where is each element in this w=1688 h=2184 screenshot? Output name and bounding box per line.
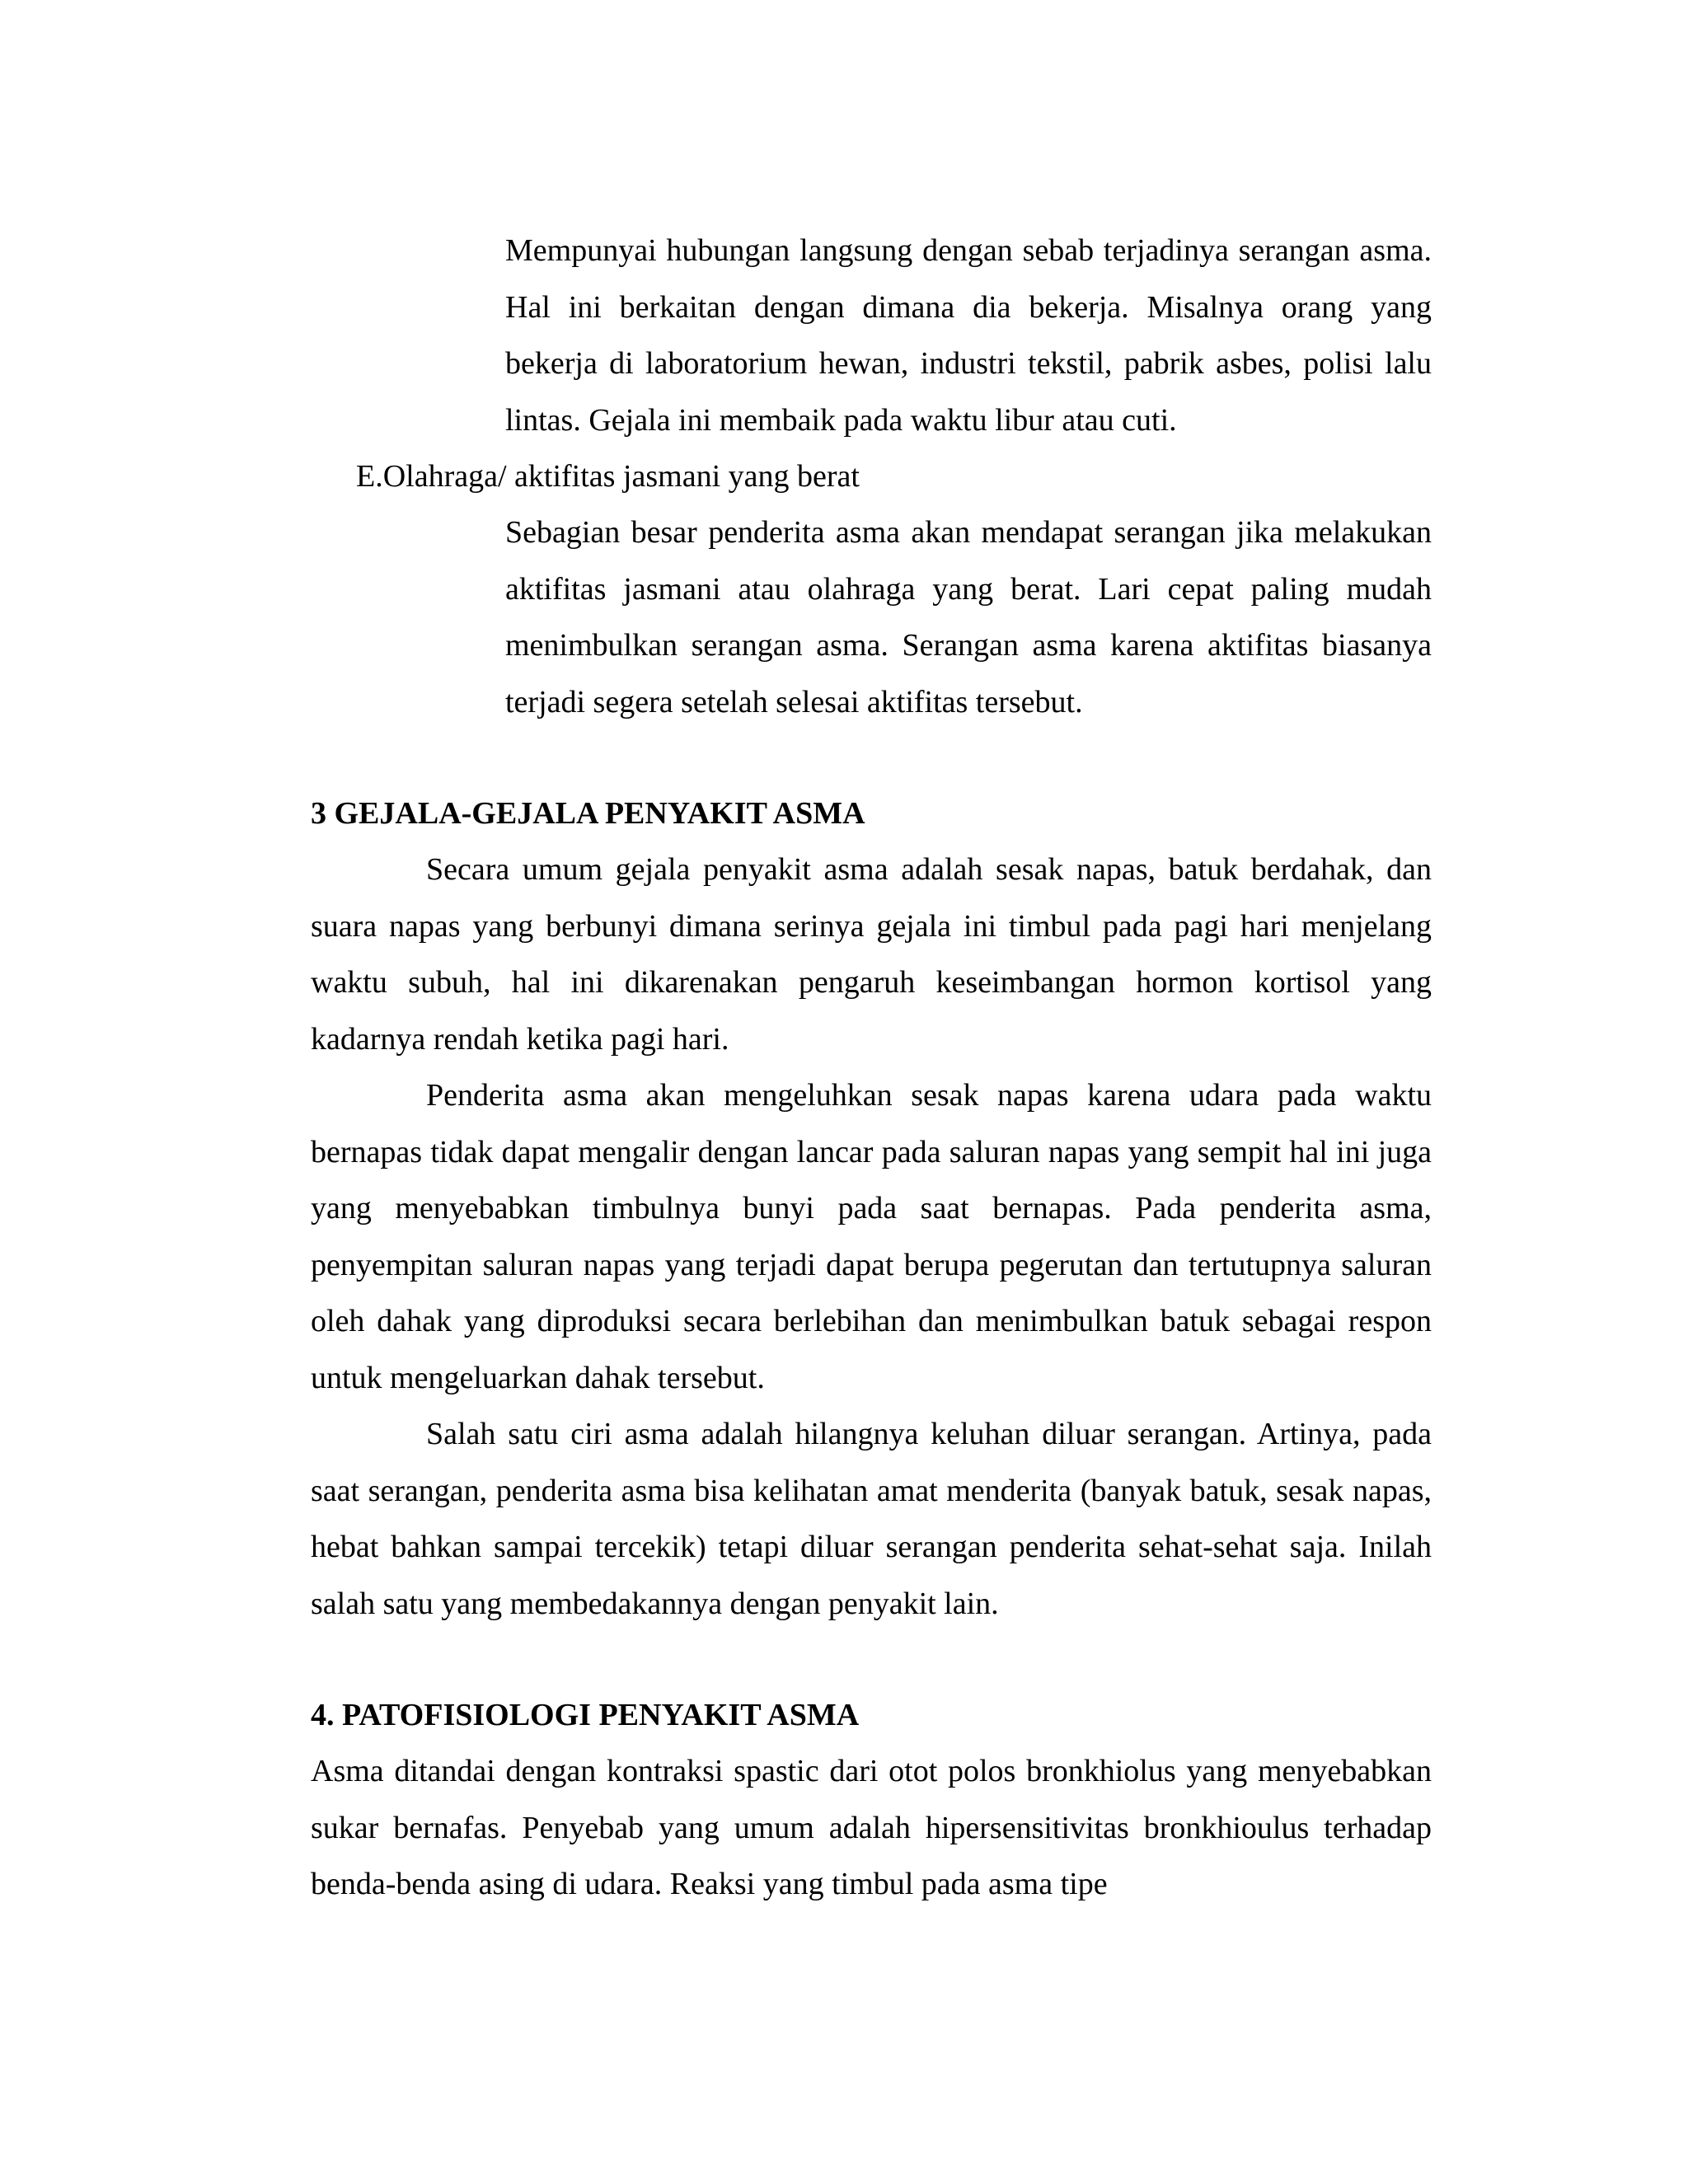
section-3-paragraph-3: Salah satu ciri asma adalah hilangnya keluhan diluar serangan. Artinya, pada saat serangan, penderita asma bisa kelihatan amat menderita (banyak batuk, sesak napas, hebat bahkan sampai tercekik) tetapi diluar serangan penderita sehat-sehat saja. Inilah salah satu yang membedakannya dengan penyakit lain. bbox=[311, 1417, 1432, 1621]
section-d-body bbox=[505, 223, 1432, 448]
section-3-paragraph-1: Secara umum gejala penyakit asma adalah sesak napas, batuk berdahak, dan suara napas yang berbunyi dimana serinya gejala ini timbul pada pagi hari menjelang waktu subuh, hal ini dikarenakan pengaruh keseimbangan hormon kortisol yang kadarnya rendah ketika pagi hari. bbox=[311, 852, 1432, 1057]
section-4-heading: 4. PATOFISIOLOGI PENYAKIT ASMA bbox=[311, 1698, 860, 1732]
section-d-paragraph: Mempunyai hubungan langsung dengan sebab terjadinya serangan asma. Hal ini berkaitan dengan dimana dia bekerja. Misalnya orang yang bekerja di laboratorium hewan, industri tekstil, pabrik asbes, polisi lalu lintas. Gejala ini membaik pada waktu libur atau cuti. bbox=[505, 233, 1432, 438]
section-4-body bbox=[311, 1743, 1432, 1913]
section-3-paragraph-2: Penderita asma akan mengeluhkan sesak napas karena udara pada waktu bernapas tidak dapat mengalir dengan lancar pada saluran napas yang sempit hal ini juga yang menyebabkan timbulnya bunyi pada saat bernapas. Pada penderita asma, penyempitan saluran napas yang terjadi dapat berupa pegerutan dan tertutupnya saluran oleh dahak yang diproduksi secara berlebihan dan menimbulkan batuk sebagai respon untuk mengeluarkan dahak tersebut. bbox=[311, 1078, 1432, 1395]
section-3-body bbox=[311, 841, 1432, 1632]
section-e-body bbox=[505, 504, 1432, 730]
section-e-title: E.Olahraga/ aktifitas jasmani yang berat bbox=[356, 459, 860, 494]
section-3-heading: 3 GEJALA-GEJALA PENYAKIT ASMA bbox=[311, 796, 865, 831]
section-4-paragraph: Asma ditandai dengan kontraksi spastic dari otot polos bronkhiolus yang menyebabkan sukar bernafas. Penyebab yang umum adalah hipersensitivitas bronkhioulus terhadap benda-benda asing di udara. Reaksi yang timbul pada asma tipe bbox=[311, 1754, 1432, 1901]
section-e-paragraph: Sebagian besar penderita asma akan mendapat serangan jika melakukan aktifitas jasmani atau olahraga yang berat. Lari cepat paling mudah menimbulkan serangan asma. Serangan asma karena aktifitas biasanya terjadi segera setelah selesai aktifitas tersebut. bbox=[505, 515, 1432, 719]
